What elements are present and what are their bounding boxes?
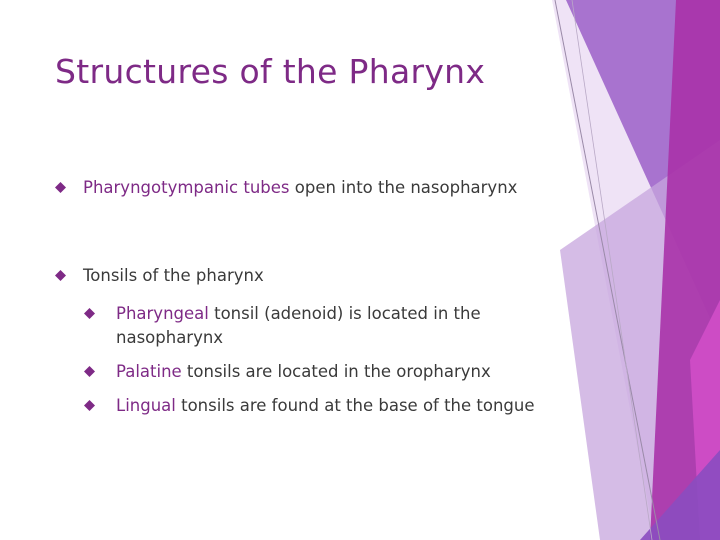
bullet-text xyxy=(83,264,543,288)
bullet-text xyxy=(116,360,556,384)
bullet-rest: open into the nasopharynx xyxy=(289,178,518,197)
bullet-text xyxy=(116,302,556,350)
bullet-rest: tonsils are located in the oropharynx xyxy=(181,362,491,381)
bullet-rest: Tonsils of the pharynx xyxy=(83,266,264,285)
diamond-bullet-icon xyxy=(55,270,66,281)
bullet-highlight: Pharyngeal xyxy=(116,304,209,323)
diamond-bullet-icon xyxy=(84,308,95,319)
slide-title: Structures of the Pharynx xyxy=(55,52,486,91)
bullet-rest: tonsils are found at the base of the tongue xyxy=(175,396,535,415)
bullet-text xyxy=(116,394,556,418)
bullet-text xyxy=(83,176,543,200)
diamond-bullet-icon xyxy=(84,400,95,411)
diamond-bullet-icon xyxy=(55,182,66,193)
diamond-bullet-icon xyxy=(84,366,95,377)
bullet-rest: tonsil (adenoid) is located in the nasopharynx xyxy=(116,304,481,347)
bullet-highlight: Lingual xyxy=(116,396,176,415)
bullet-highlight: Palatine xyxy=(116,362,182,381)
bullet-highlight: Pharyngotympanic tubes xyxy=(83,178,290,197)
